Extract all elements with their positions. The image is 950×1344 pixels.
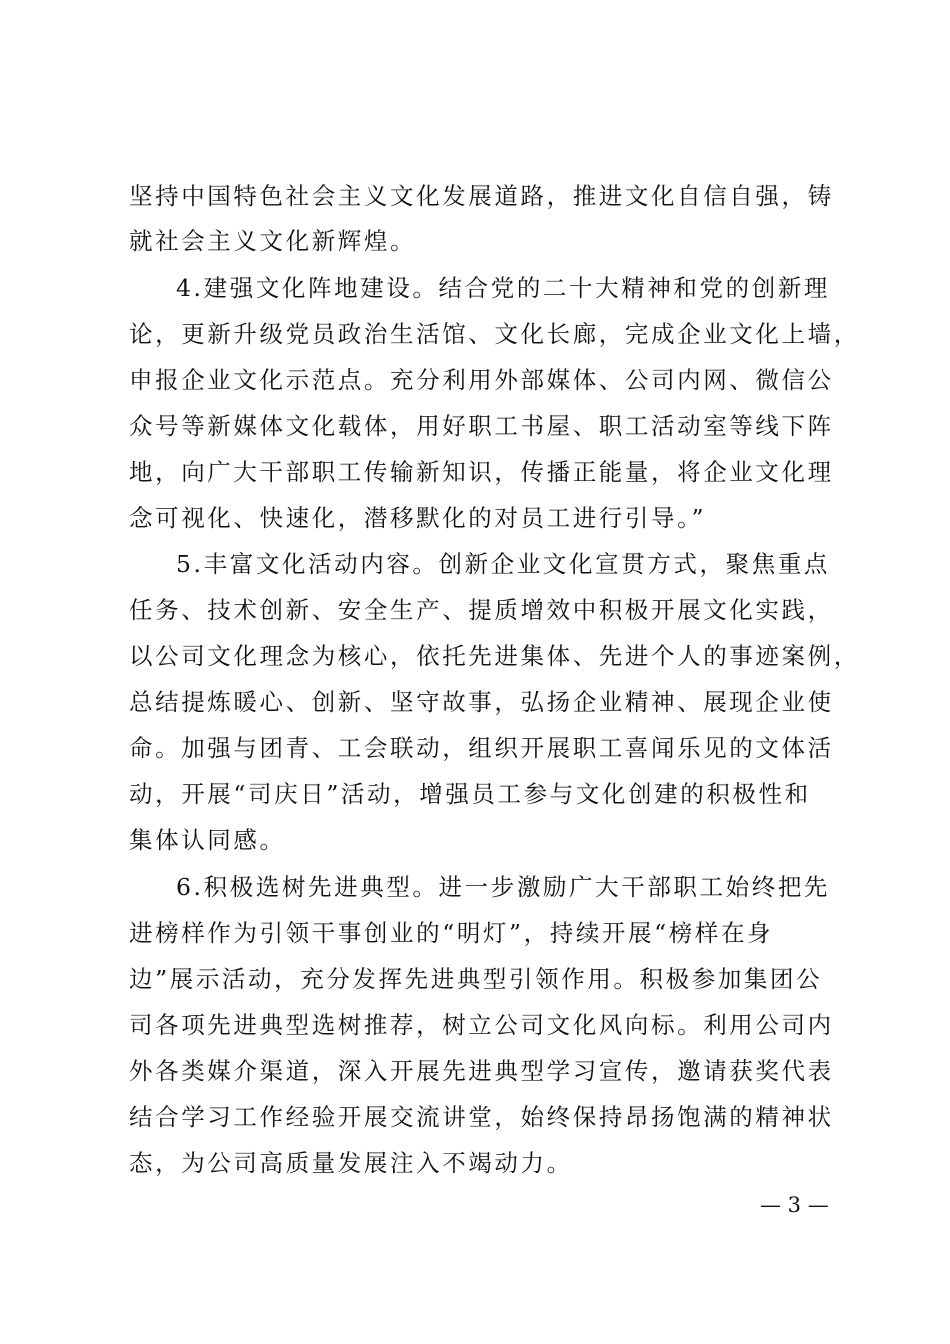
text-line: 进榜样作为引领干事创业的“明灯”，持续开展“榜样在身: [129, 919, 774, 947]
text-line: 集体认同感。: [129, 826, 286, 854]
text-line: 任务、技术创新、安全生产、提质增效中积极开展文化实践，: [129, 596, 834, 624]
text-line: 结合学习工作经验开展交流讲堂，始终保持昂扬饱满的精神状: [129, 1103, 834, 1131]
text-line: 总结提炼暖心、创新、坚守故事，弘扬企业精神、展现企业使: [129, 688, 834, 716]
section-5-heading-line: 5.丰富文化活动内容。创新企业文化宣贯方式，聚焦重点: [176, 550, 831, 578]
text-line: 动，开展“司庆日”活动，增强员工参与文化创建的积极性和: [129, 780, 811, 808]
text-line: 司各项先进典型选树推荐，树立公司文化风向标。利用公司内: [129, 1011, 834, 1039]
text-line: 申报企业文化示范点。充分利用外部媒体、公司内网、微信公: [129, 366, 834, 394]
page-number: — 3 —: [760, 1193, 829, 1217]
text-line: 论，更新升级党员政治生活馆、文化长廊，完成企业文化上墙，: [129, 320, 860, 348]
text-line: 命。加强与团青、工会联动，组织开展职工喜闻乐见的文体活: [129, 734, 834, 762]
text-line: 就社会主义文化新辉煌。: [129, 227, 417, 255]
text-line: 以公司文化理念为核心，依托先进集体、先进个人的事迹案例，: [129, 642, 860, 670]
section-6-heading-line: 6.积极选树先进典型。进一步激励广大干部职工始终把先: [176, 873, 831, 901]
text-line: 态，为公司高质量发展注入不竭动力。: [129, 1149, 573, 1177]
text-line: 坚持中国特色社会主义文化发展道路，推进文化自信自强，铸: [129, 182, 834, 210]
text-line: 众号等新媒体文化载体，用好职工书屋、职工活动室等线下阵: [129, 412, 834, 440]
text-line: 念可视化、快速化，潜移默化的对员工进行引导。”: [129, 504, 707, 532]
section-4-heading-line: 4.建强文化阵地建设。结合党的二十大精神和党的创新理: [176, 274, 831, 302]
text-line: 外各类媒介渠道，深入开展先进典型学习宣传，邀请获奖代表: [129, 1057, 834, 1085]
text-line: 地，向广大干部职工传输新知识，传播正能量，将企业文化理: [129, 458, 834, 486]
text-line: 边”展示活动，充分发挥先进典型引领作用。积极参加集团公: [129, 965, 823, 993]
